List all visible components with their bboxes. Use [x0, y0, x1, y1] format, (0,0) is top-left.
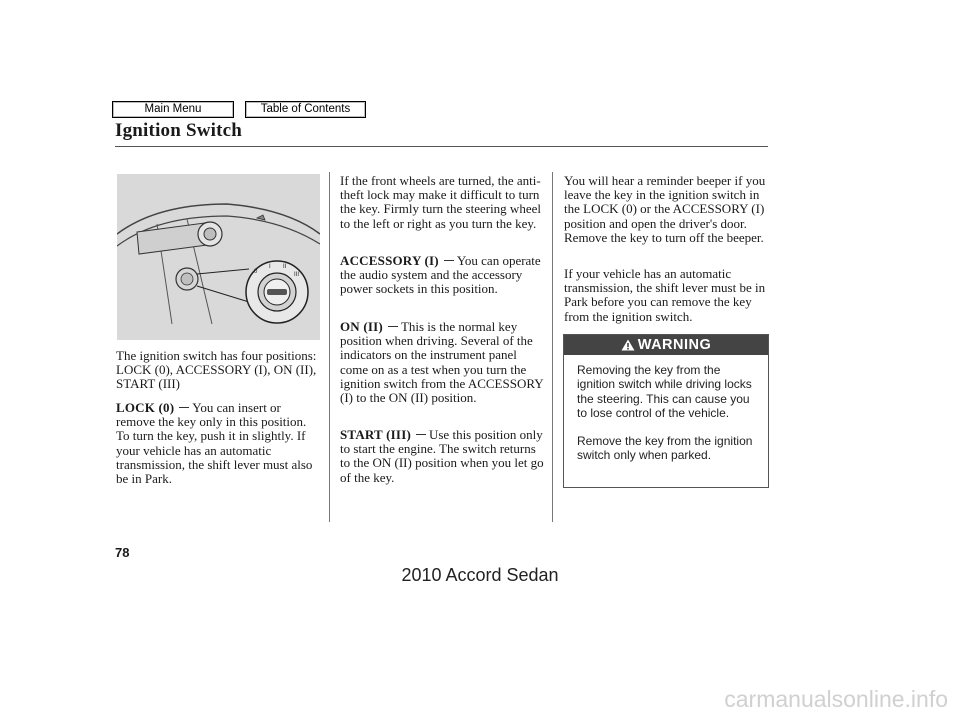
start-label: START (III) [340, 427, 411, 442]
on-text: This is the normal key position when driving. Several of the indicators on the instrument panel come on as a test when you turn the ignition switch from the ACCESSORY (I) to the ON (II) position. [340, 319, 544, 406]
warning-heading: WARNING [637, 337, 712, 353]
footer-model-label: 2010 Accord Sedan [401, 565, 559, 585]
on-label: ON (II) [340, 319, 383, 334]
start-paragraph [340, 428, 545, 485]
lock-paragraph [116, 401, 321, 486]
column-divider-2 [552, 172, 553, 522]
warning-text-2: Remove the key from the ignition switch only when parked. [577, 434, 753, 463]
em-dash [388, 326, 398, 327]
antitheft-paragraph: If the front wheels are turned, the anti-theft lock may make it difficult to turn the key. Firmly turn the steering wheel to the left or right as you turn the key. [340, 173, 541, 231]
page-number: 78 [115, 545, 130, 560]
svg-text:I: I [269, 264, 271, 270]
title-divider [115, 146, 768, 147]
accessory-paragraph [340, 254, 545, 297]
accessory-text: You can operate the audio system and the accessory power sockets in this position. [340, 253, 541, 297]
svg-text:III: III [294, 272, 300, 278]
em-dash [444, 260, 454, 261]
em-dash [416, 434, 426, 435]
lock-text: You can insert or remove the key only in this position. To turn the key, push it in slightly. If your vehicle has an automatic transmission, the shift lever must also be in Park. [116, 400, 313, 487]
warning-triangle-icon [621, 339, 635, 351]
beeper-paragraph: You will hear a reminder beeper if you leave the key in the ignition switch in the LOCK (0) or the ACCESSORY (I) position and open the driver's door. Remove the key to turn off the beeper. [564, 173, 766, 245]
site-watermark: carmanualsonline.info [724, 686, 948, 712]
ignition-switch-illustration [117, 174, 320, 340]
warning-box [563, 334, 769, 488]
on-paragraph [340, 320, 545, 405]
page-title: Ignition Switch [115, 120, 243, 141]
lock-label: LOCK (0) [116, 400, 175, 415]
svg-text:0: 0 [254, 269, 258, 275]
warning-header [564, 335, 768, 355]
start-text: Use this position only to start the engine. The switch returns to the ON (II) position when you let go of the key. [340, 427, 544, 485]
em-dash [179, 407, 189, 408]
svg-text:II: II [283, 264, 287, 270]
main-menu-button[interactable]: Main Menu [112, 101, 234, 118]
accessory-label: ACCESSORY (I) [340, 253, 439, 268]
automatic-paragraph: If your vehicle has an automatic transmission, the shift lever must be in Park before you can remove the key from the ignition switch. [564, 266, 766, 324]
intro-paragraph: The ignition switch has four positions: LOCK (0), ACCESSORY (I), ON (II), START (III) [116, 348, 317, 392]
warning-text-1: Removing the key from the ignition switch while driving locks the steering. This can cause you to lose control of the vehicle. [577, 363, 752, 420]
ignition-switch-drawing [117, 174, 320, 340]
column-divider-1 [329, 172, 330, 522]
table-of-contents-button[interactable]: Table of Contents [245, 101, 366, 118]
